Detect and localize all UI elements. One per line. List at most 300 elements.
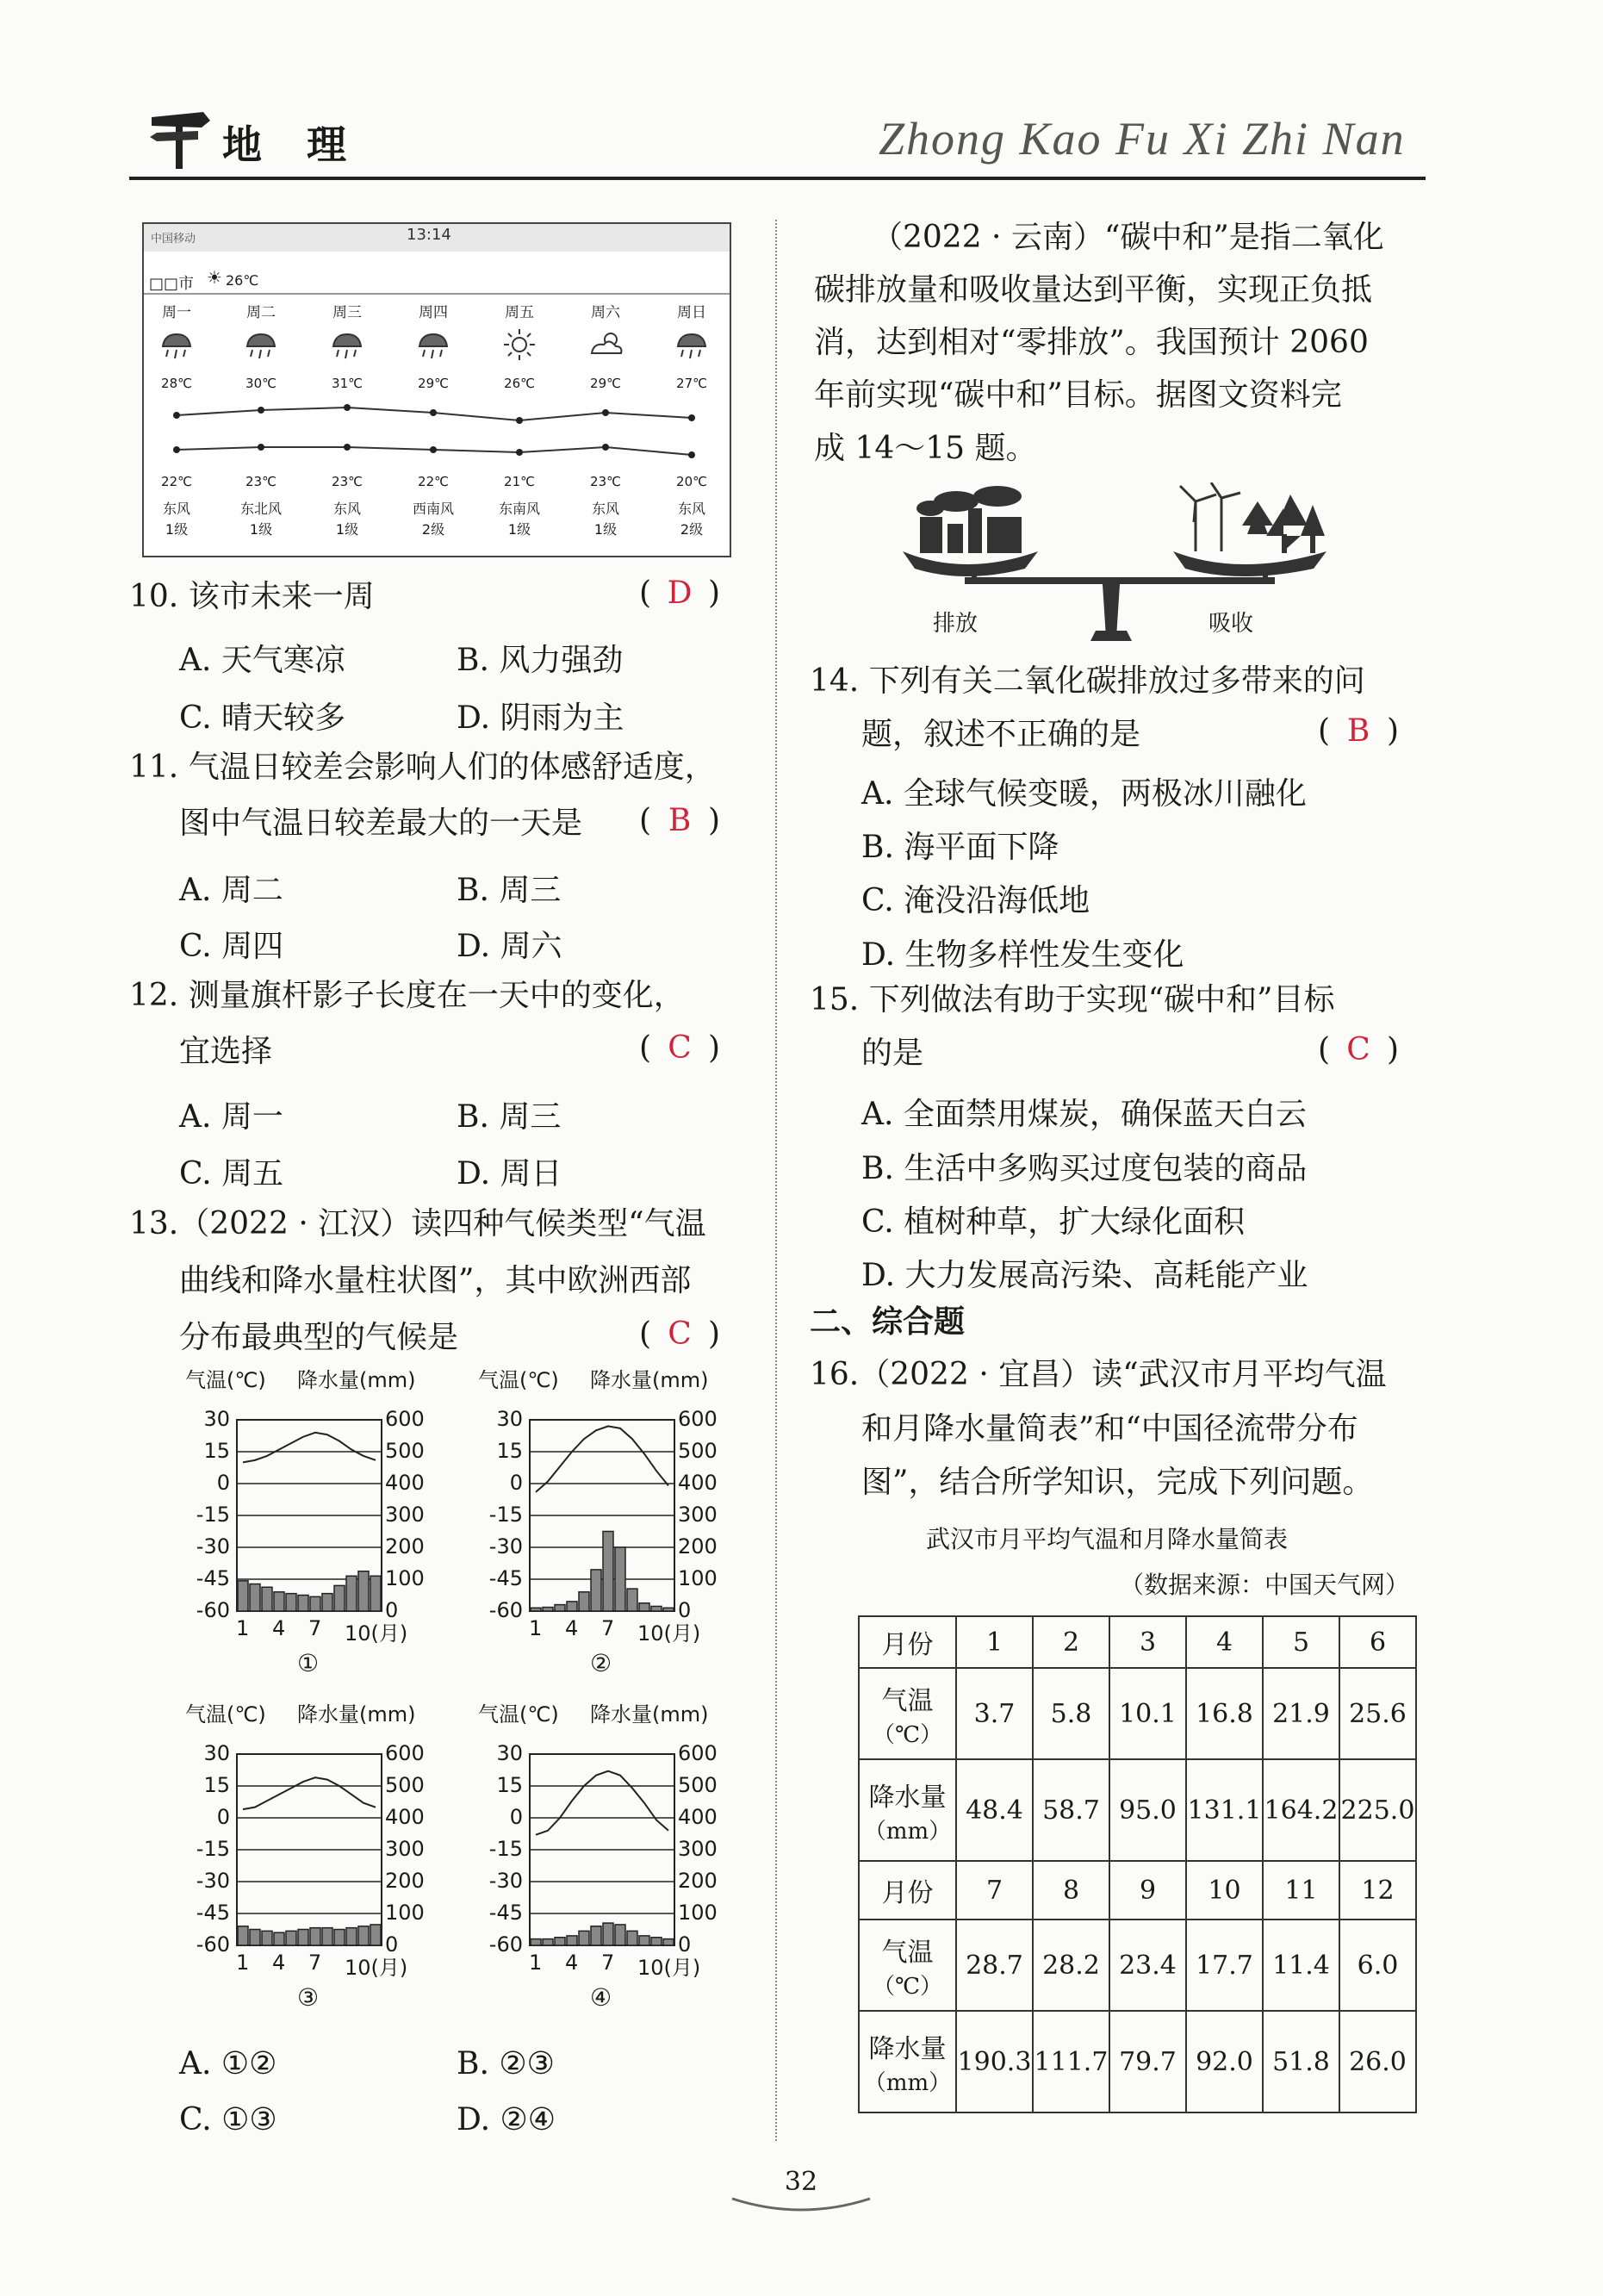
q15-option-d: D. 大力发展高污染、高耗能产业: [861, 1258, 1308, 1293]
precip-tick-label: 500: [678, 1439, 718, 1463]
temp-tick-label: 30: [496, 1741, 523, 1765]
precipitation-bar: [286, 1931, 296, 1945]
high-temp-point: [688, 414, 695, 421]
row-header-label: 气温: [881, 1685, 934, 1716]
intro-line1: （2022 · 云南）“碳中和”是指二氧化: [872, 220, 1384, 255]
q13-option-d: D. ②④: [457, 2102, 556, 2137]
q12-option-a: A. 周一: [179, 1099, 283, 1135]
sun-icon: [500, 327, 538, 362]
precipitation-bar: [651, 1938, 662, 1945]
precipitation-bar: [543, 1939, 553, 1945]
day-label: 周四: [419, 304, 448, 321]
table-source: （数据来源：中国天气网）: [1120, 1571, 1410, 1599]
table-cell: 190.3: [956, 2011, 1033, 2112]
q15-stem-line1: 15. 下列做法有助于实现“碳中和”目标: [810, 982, 1335, 1017]
row-header: [859, 1616, 956, 1668]
temp-tick-label: -15: [488, 1503, 523, 1527]
q12-option-d: D. 周日: [457, 1156, 562, 1192]
chart-id-label: ②: [590, 1649, 612, 1677]
precipitation-bar: [358, 1926, 369, 1945]
precip-tick-label: 0: [678, 1932, 692, 1957]
series-title: Zhong Kao Fu Xi Zhi Nan: [879, 113, 1406, 165]
wind-direction-label: 东风: [332, 501, 361, 517]
table-cell: 26.0: [1339, 2011, 1416, 2112]
row-header-unit: （℃）: [872, 1721, 943, 1748]
q10-stem: 10. 该市未来一周: [129, 579, 375, 614]
precipitation-bar: [262, 1931, 272, 1945]
chart-id-label: ①: [297, 1649, 320, 1677]
month-tick-label: 4: [272, 1951, 286, 1975]
precipitation-bar: [591, 1570, 601, 1611]
precip-tick-label: 100: [385, 1901, 425, 1925]
high-temp-label: 30℃: [245, 376, 276, 391]
month-tick-label: 1: [236, 1616, 250, 1640]
high-temp-point: [258, 407, 264, 414]
day-label: 周日: [677, 304, 706, 321]
table-cell: 1: [956, 1616, 1033, 1668]
month-tick-label: 1: [529, 1616, 543, 1640]
precipitation-bar: [615, 1925, 625, 1945]
low-temp-label: 23℃: [332, 474, 363, 489]
high-temp-label: 28℃: [161, 376, 192, 391]
table-cell: 25.6: [1339, 1668, 1416, 1759]
precip-axis-title: 降水量(mm): [297, 1702, 416, 1727]
q11-option-d: D. 周六: [457, 929, 562, 964]
row-header: [859, 1668, 956, 1759]
intro-line4: 年前实现“碳中和”目标。据图文资料完: [814, 377, 1342, 413]
row-header: [859, 1759, 956, 1861]
low-temp-point: [516, 449, 523, 456]
table-cell: 5: [1263, 1616, 1339, 1668]
high-temp-label: 27℃: [676, 376, 707, 391]
precipitation-bar: [346, 1928, 357, 1945]
precipitation-bar: [238, 1926, 248, 1945]
intro-line3: 消，达到相对“零排放”。我国预计 2060: [814, 325, 1369, 360]
table-cell: 12: [1339, 1861, 1416, 1920]
temp-tick-label: -15: [196, 1503, 230, 1527]
precip-axis-title: 降水量(mm): [297, 1368, 416, 1392]
precipitation-bar: [322, 1594, 332, 1611]
precipitation-bar: [567, 1936, 577, 1945]
day-label: 周三: [332, 304, 362, 321]
climate-plot: [469, 1697, 745, 2025]
low-temp-point: [602, 444, 609, 451]
wind-level-label: 1级: [335, 521, 359, 538]
q10-answer: D: [667, 576, 693, 611]
wind-level-label: 2级: [680, 521, 704, 538]
wind-direction-label: 西南风: [412, 501, 454, 517]
table-cell: 6.0: [1339, 1920, 1416, 2011]
q14-stem-line2: 题，叙述不正确的是: [861, 717, 1141, 752]
temp-tick-label: -15: [196, 1837, 230, 1861]
subject-title: 地 理: [222, 121, 363, 168]
precip-axis-title: 降水量(mm): [590, 1702, 709, 1727]
q10-option-b: B. 风力强劲: [457, 643, 624, 678]
temperature-curve: [243, 1433, 376, 1463]
chart-id-label: ④: [590, 1983, 612, 2012]
q12-option-c: C. 周五: [179, 1156, 284, 1192]
q12-stem-line1: 12. 测量旗杆影子长度在一天中的变化，: [129, 978, 685, 1013]
precipitation-bar: [274, 1592, 284, 1611]
table-cell: 7: [956, 1861, 1033, 1920]
precipitation-bar: [298, 1596, 308, 1612]
precip-tick-label: 300: [385, 1503, 425, 1527]
precip-tick-label: 0: [678, 1598, 692, 1622]
q13-stem-line3: 分布最典型的气候是: [179, 1320, 459, 1355]
table-cell: 164.2: [1263, 1759, 1339, 1861]
day-label: 周五: [505, 304, 534, 321]
temp-tick-label: 30: [203, 1741, 230, 1765]
precipitation-bar: [627, 1931, 637, 1945]
high-temp-label: 26℃: [504, 376, 535, 391]
precipitation-bar: [663, 1939, 674, 1945]
wind-direction-label: 东风: [591, 501, 619, 517]
q10-option-a: A. 天气寒凉: [179, 643, 345, 678]
row-header: [859, 1920, 956, 2011]
rain-icon: [414, 327, 452, 362]
climate-chart-4: [469, 1697, 745, 2025]
temp-tick-label: 0: [509, 1471, 523, 1495]
q16-stem-line2: 和月降水量简表”和“中国径流带分布: [861, 1411, 1358, 1447]
precipitation-bar: [262, 1587, 272, 1611]
q14-option-a: A. 全球气候变暖，两极冰川融化: [861, 776, 1307, 812]
high-temp-point: [516, 417, 523, 424]
low-temp-label: 21℃: [504, 474, 535, 489]
month-tick-label: 10(月): [345, 1621, 408, 1646]
page-number: 32: [784, 2167, 818, 2197]
temperature-curve: [243, 1777, 376, 1809]
q13-stem-line1: 13.（2022 · 江汉）读四种气候类型“气温: [129, 1206, 706, 1241]
precipitation-bar: [627, 1589, 637, 1611]
precip-tick-label: 300: [678, 1837, 718, 1861]
intro-line2: 碳排放量和吸收量达到平衡，实现正负抵: [814, 272, 1373, 308]
temp-tick-label: -30: [488, 1534, 523, 1559]
temp-tick-label: 0: [216, 1805, 230, 1829]
q11-option-c: C. 周四: [179, 929, 284, 964]
month-tick-label: 10(月): [345, 1956, 408, 1980]
scale-label-absorption: 吸收: [1208, 611, 1254, 637]
high-temp-label: 29℃: [418, 376, 449, 391]
precipitation-bar: [639, 1936, 649, 1945]
precip-tick-label: 0: [385, 1932, 399, 1957]
precipitation-bar: [370, 1925, 381, 1945]
temp-tick-label: -45: [488, 1566, 523, 1590]
low-temp-label: 23℃: [590, 474, 621, 489]
month-tick-label: 7: [601, 1951, 615, 1975]
q10-option-c: C. 晴天较多: [179, 700, 346, 736]
climate-plot: [469, 1363, 745, 1690]
row-header: [859, 1861, 956, 1920]
low-temp-label: 20℃: [676, 474, 707, 489]
low-temp-point: [344, 444, 351, 451]
table-cell: 79.7: [1109, 2011, 1186, 2112]
q10-answer-paren: ( D ): [639, 576, 721, 611]
temp-tick-label: -45: [488, 1901, 523, 1925]
precip-tick-label: 0: [385, 1598, 399, 1622]
low-temp-point: [430, 446, 437, 453]
month-tick-label: 10(月): [637, 1621, 701, 1646]
q15-answer: C: [1346, 1032, 1370, 1067]
temp-tick-label: 30: [203, 1407, 230, 1431]
rain-icon: [673, 327, 711, 362]
q13-option-a: A. ①②: [179, 2046, 277, 2081]
temp-tick-label: 0: [509, 1805, 523, 1829]
low-temp-label: 23℃: [245, 474, 276, 489]
wind-level-label: 1级: [165, 521, 189, 538]
carrier-label: 中国移动: [151, 233, 196, 246]
q14-answer-paren: ( B ): [1318, 713, 1400, 749]
precipitation-bar: [579, 1931, 589, 1945]
intro-line5: 成 14～15 题。: [814, 431, 1037, 466]
precipitation-row: [859, 2011, 1416, 2112]
wind-direction-label: 东风: [162, 501, 190, 517]
temp-tick-label: -30: [196, 1534, 230, 1559]
table-cell: 3: [1109, 1616, 1186, 1668]
temp-tick-label: -60: [196, 1598, 230, 1622]
precip-tick-label: 600: [678, 1407, 718, 1431]
wind-level-label: 1级: [249, 521, 273, 538]
temp-tick-label: -30: [488, 1869, 523, 1893]
precip-tick-label: 100: [678, 1566, 718, 1590]
precipitation-bar: [322, 1928, 332, 1945]
table-cell: 8: [1033, 1861, 1109, 1920]
low-temp-label: 22℃: [418, 474, 449, 489]
table-cell: 51.8: [1263, 2011, 1339, 2112]
table-cell: 10.1: [1109, 1668, 1186, 1759]
q12-stem-line2: 宜选择: [179, 1034, 273, 1069]
precipitation-bar: [603, 1923, 613, 1945]
month-tick-label: 4: [272, 1616, 286, 1640]
partly-sunny-icon: [587, 327, 624, 362]
row-header-unit: （mm）: [863, 2069, 952, 2096]
table-cell: 5.8: [1033, 1668, 1109, 1759]
precip-tick-label: 100: [678, 1901, 718, 1925]
precip-tick-label: 400: [678, 1471, 718, 1495]
table-cell: 92.0: [1186, 2011, 1263, 2112]
precipitation-bar: [663, 1608, 674, 1611]
current-temp-label: 26℃: [226, 272, 259, 289]
precipitation-bar: [274, 1932, 284, 1945]
high-temp-point: [430, 409, 437, 416]
precipitation-bar: [531, 1608, 541, 1611]
wind-level-label: 1级: [593, 521, 618, 538]
day-label: 周一: [162, 304, 191, 321]
low-temp-label: 22℃: [161, 474, 192, 489]
q13-answer: C: [668, 1316, 692, 1352]
table-cell: 111.7: [1033, 2011, 1109, 2112]
row-header-label: 气温: [881, 1937, 934, 1968]
precip-tick-label: 100: [385, 1566, 425, 1590]
wind-direction-label: 东北风: [239, 501, 282, 517]
climate-plot: [177, 1363, 452, 1690]
row-header-label: 月份: [881, 1630, 934, 1660]
table-cell: 58.7: [1033, 1759, 1109, 1861]
temp-tick-label: -30: [196, 1869, 230, 1893]
day-label: 周二: [246, 304, 276, 321]
wind-direction-label: 东南风: [498, 501, 540, 517]
high-temp-point: [602, 409, 609, 416]
wind-level-label: 1级: [507, 521, 531, 538]
precipitation-bar: [346, 1576, 357, 1611]
section-heading: 二、综合题: [810, 1304, 966, 1340]
table-cell: 28.7: [956, 1920, 1033, 2011]
precipitation-bar: [286, 1594, 296, 1611]
q11-option-b: B. 周三: [457, 873, 562, 908]
temp-tick-label: 15: [496, 1439, 523, 1463]
table-cell: 21.9: [1263, 1668, 1339, 1759]
month-tick-label: 7: [308, 1951, 322, 1975]
month-tick-label: 7: [601, 1616, 615, 1640]
temp-axis-title: 气温(℃): [185, 1702, 266, 1727]
climate-plot: [177, 1697, 452, 2025]
temp-tick-label: -15: [488, 1837, 523, 1861]
precipitation-bar: [615, 1547, 625, 1611]
precip-axis-title: 降水量(mm): [590, 1368, 709, 1392]
q11-stem-line1: 11. 气温日较差会影响人们的体感舒适度，: [129, 750, 716, 785]
precipitation-bar: [543, 1608, 553, 1611]
precipitation-row: [859, 1759, 1416, 1861]
precipitation-bar: [651, 1606, 662, 1611]
precipitation-bar: [358, 1571, 369, 1611]
month-tick-label: 10(月): [637, 1956, 701, 1980]
q14-answer: B: [1346, 713, 1370, 749]
table-cell: 10: [1186, 1861, 1263, 1920]
precipitation-bar: [603, 1532, 613, 1612]
table-cell: 23.4: [1109, 1920, 1186, 2011]
precip-tick-label: 400: [385, 1471, 425, 1495]
precipitation-bar: [298, 1930, 308, 1946]
low-temp-point: [688, 451, 695, 458]
precip-tick-label: 600: [385, 1407, 425, 1431]
q12-answer-paren: ( C ): [639, 1030, 721, 1066]
row-header-label: 降水量: [868, 2033, 947, 2064]
precip-tick-label: 500: [385, 1773, 425, 1797]
high-temp-point: [344, 404, 351, 411]
signpost-logo-icon: [146, 103, 215, 172]
precipitation-bar: [310, 1928, 320, 1945]
low-temp-point: [173, 446, 180, 453]
temperature-curve: [536, 1771, 668, 1835]
q11-answer-paren: ( B ): [639, 803, 721, 838]
q15-stem-line2: 的是: [861, 1036, 924, 1071]
q14-option-c: C. 淹没沿海低地: [861, 883, 1090, 918]
precip-tick-label: 600: [385, 1741, 425, 1765]
header-rule: [129, 177, 1426, 180]
precipitation-bar: [310, 1596, 320, 1611]
table-cell: 6: [1339, 1616, 1416, 1668]
high-temp-label: 31℃: [332, 376, 363, 391]
precip-tick-label: 600: [678, 1741, 718, 1765]
table-cell: 11.4: [1263, 1920, 1339, 2011]
precipitation-bar: [579, 1592, 589, 1611]
table-cell: 16.8: [1186, 1668, 1263, 1759]
q14-option-d: D. 生物多样性发生变化: [861, 937, 1184, 973]
precipitation-bar: [370, 1576, 381, 1611]
table-cell: 2: [1033, 1616, 1109, 1668]
precip-tick-label: 300: [385, 1837, 425, 1861]
q15-option-a: A. 全面禁用煤炭，确保蓝天白云: [861, 1097, 1307, 1132]
rain-icon: [328, 327, 366, 362]
table-cell: 4: [1186, 1616, 1263, 1668]
climate-chart-1: [177, 1363, 452, 1690]
high-temp-label: 29℃: [590, 376, 621, 391]
low-temp-point: [258, 444, 264, 451]
precip-tick-label: 400: [385, 1805, 425, 1829]
precipitation-bar: [555, 1938, 565, 1945]
temp-tick-label: 15: [496, 1773, 523, 1797]
temp-axis-title: 气温(℃): [478, 1368, 559, 1392]
q15-option-c: C. 植树种草，扩大绿化面积: [861, 1204, 1246, 1240]
table-cell: 95.0: [1109, 1759, 1186, 1861]
q11-stem-line2: 图中气温日较差最大的一天是: [179, 806, 583, 841]
q13-option-b: B. ②③: [457, 2046, 555, 2081]
wind-level-label: 2级: [421, 521, 445, 538]
q14-option-b: B. 海平面下降: [861, 830, 1059, 865]
precip-tick-label: 300: [678, 1503, 718, 1527]
q14-stem-line1: 14. 下列有关二氧化碳排放过多带来的问: [810, 663, 1365, 699]
precip-tick-label: 200: [678, 1869, 718, 1893]
precipitation-bar: [334, 1585, 345, 1611]
weather-forecast-panel: [142, 222, 731, 557]
temp-tick-label: 0: [216, 1471, 230, 1495]
table-cell: 3.7: [956, 1668, 1033, 1759]
q16-stem-line1: 16.（2022 · 宜昌）读“武汉市月平均气温: [810, 1357, 1387, 1392]
q10-option-d: D. 阴雨为主: [457, 700, 624, 736]
temp-tick-label: -60: [488, 1932, 523, 1957]
q11-answer: B: [668, 803, 692, 838]
q15-option-b: B. 生活中多购买过度包装的商品: [861, 1151, 1308, 1186]
table-cell: 11: [1263, 1861, 1339, 1920]
temp-tick-label: 15: [203, 1439, 230, 1463]
wind-direction-label: 东风: [677, 501, 705, 517]
temp-tick-label: -45: [196, 1566, 230, 1590]
row-header: [859, 2011, 956, 2112]
precipitation-bar: [555, 1605, 565, 1611]
precipitation-bar: [591, 1926, 601, 1945]
q13-stem-line2: 曲线和降水量柱状图”，其中欧洲西部: [179, 1263, 692, 1298]
table-cell: 48.4: [956, 1759, 1033, 1861]
precipitation-bar: [531, 1939, 541, 1945]
precip-tick-label: 200: [385, 1534, 425, 1559]
precipitation-bar: [250, 1930, 260, 1946]
table-cell: 17.7: [1186, 1920, 1263, 2011]
table-title: 武汉市月平均气温和月降水量简表: [926, 1525, 1289, 1553]
precip-tick-label: 400: [678, 1805, 718, 1829]
column-divider: [775, 220, 777, 2141]
precipitation-bar: [567, 1602, 577, 1611]
climate-chart-2: [469, 1363, 745, 1690]
precipitation-bar: [238, 1581, 248, 1611]
chart-id-label: ③: [297, 1983, 320, 2012]
q12-answer: C: [668, 1030, 692, 1066]
precip-tick-label: 200: [678, 1534, 718, 1559]
month-tick-label: 7: [308, 1616, 322, 1640]
month-row: [859, 1616, 1416, 1668]
month-tick-label: 4: [565, 1616, 579, 1640]
q15-answer-paren: ( C ): [1318, 1032, 1400, 1067]
high-temp-point: [173, 412, 180, 419]
precip-tick-label: 500: [385, 1439, 425, 1463]
temp-tick-label: -45: [196, 1901, 230, 1925]
temp-tick-label: 30: [496, 1407, 523, 1431]
precip-tick-label: 200: [385, 1869, 425, 1893]
q12-option-b: B. 周三: [457, 1099, 562, 1135]
temp-axis-title: 气温(℃): [185, 1368, 266, 1392]
precip-tick-label: 500: [678, 1773, 718, 1797]
rain-icon: [158, 327, 196, 362]
month-tick-label: 1: [236, 1951, 250, 1975]
q13-answer-paren: ( C ): [639, 1316, 721, 1352]
